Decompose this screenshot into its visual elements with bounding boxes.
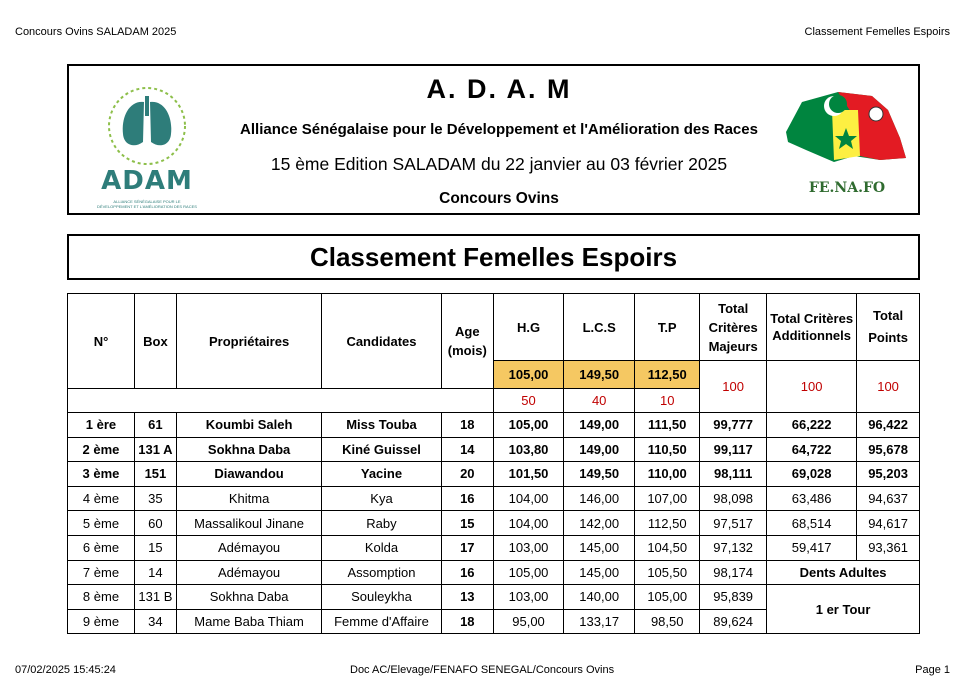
reference-hg: 105,00 — [493, 361, 563, 389]
table-row — [68, 585, 920, 610]
cell-total-majeurs: 99,777 — [700, 413, 767, 438]
cell-hg: 104,00 — [493, 511, 563, 536]
cell-hg: 105,00 — [493, 413, 563, 438]
adam-logo-tagline: ALLIANCE SÉNÉGALAISE POUR LE DÉVELOPPEMENT ET L'AMÉLIORATION DES RACES — [97, 199, 197, 209]
cell-total-points: 93,361 — [857, 535, 920, 560]
cell-lcs: 133,17 — [564, 609, 635, 634]
cell-total-majeurs: 98,174 — [700, 560, 767, 585]
table-row — [68, 511, 920, 536]
banner — [67, 64, 920, 215]
weight-lcs: 40 — [564, 389, 635, 413]
cell-box: 131 A — [134, 437, 176, 462]
cell-hg: 101,50 — [493, 462, 563, 487]
cell-rank: 7 ème — [68, 560, 135, 585]
cell-candidate: Assomption — [322, 560, 441, 585]
cell-total-points: 95,678 — [857, 437, 920, 462]
cell-lcs: 142,00 — [564, 511, 635, 536]
cell-age: 17 — [441, 535, 493, 560]
reference-total-majeurs: 100 — [700, 361, 767, 413]
cell-lcs: 146,00 — [564, 486, 635, 511]
cell-rank: 5 ème — [68, 511, 135, 536]
cell-box: 61 — [134, 413, 176, 438]
banner-edition: 15 ème Edition SALADAM du 22 janvier au 03 février 2025 — [270, 154, 728, 174]
cell-box: 15 — [134, 535, 176, 560]
cell-rank: 3 ème — [68, 462, 135, 487]
table-row — [68, 462, 920, 487]
cell-tp: 110,00 — [635, 462, 700, 487]
cell-lcs: 149,00 — [564, 437, 635, 462]
cell-candidate: Raby — [322, 511, 441, 536]
weight-hg: 50 — [493, 389, 563, 413]
cell-rank: 2 ème — [68, 437, 135, 462]
cell-tp: 105,00 — [635, 585, 700, 610]
cell-candidate: Kolda — [322, 535, 441, 560]
cell-age: 18 — [441, 413, 493, 438]
cell-age: 20 — [441, 462, 493, 487]
cell-owner: Sokhna Daba — [176, 585, 321, 610]
cell-box: 14 — [134, 560, 176, 585]
cell-hg: 103,00 — [493, 535, 563, 560]
cell-owner: Koumbi Saleh — [176, 413, 321, 438]
cell-candidate: Souleykha — [322, 585, 441, 610]
cell-hg: 95,00 — [493, 609, 563, 634]
cell-owner: Sokhna Daba — [176, 437, 321, 462]
cell-lcs: 145,00 — [564, 560, 635, 585]
cell-box: 131 B — [134, 585, 176, 610]
cell-total-majeurs: 89,624 — [700, 609, 767, 634]
cell-total-majeurs: 97,132 — [700, 535, 767, 560]
note-dents-adultes: Dents Adultes — [767, 560, 920, 585]
cell-hg: 103,00 — [493, 585, 563, 610]
header-num: N° — [68, 294, 135, 389]
cell-total-additionnels: 59,417 — [767, 535, 857, 560]
header-age: Age (mois) — [441, 294, 493, 389]
cell-lcs: 149,00 — [564, 413, 635, 438]
cell-total-additionnels: 68,514 — [767, 511, 857, 536]
cell-total-majeurs: 95,839 — [700, 585, 767, 610]
banner-title: A. D. A. M — [426, 74, 572, 104]
cell-rank: 4 ème — [68, 486, 135, 511]
cell-tp: 110,50 — [635, 437, 700, 462]
cell-candidate: Kya — [322, 486, 441, 511]
cell-total-majeurs: 97,517 — [700, 511, 767, 536]
cell-owner: Diawandou — [176, 462, 321, 487]
page-header-right: Classement Femelles Espoirs — [804, 26, 950, 38]
page-footer-center: Doc AC/Elevage/FENAFO SENEGAL/Concours Ovins — [350, 664, 615, 676]
cell-age: 13 — [441, 585, 493, 610]
cell-owner: Adémayou — [176, 535, 321, 560]
cell-total-additionnels: 63,486 — [767, 486, 857, 511]
page-header-left: Concours Ovins SALADAM 2025 — [15, 26, 177, 38]
senegal-map-icon — [776, 80, 918, 180]
cell-hg: 104,00 — [493, 486, 563, 511]
table-row — [68, 486, 920, 511]
reference-lcs: 149,50 — [564, 361, 635, 389]
header-total-majeurs: Total Critères Majeurs — [700, 294, 767, 361]
table-row — [68, 413, 920, 438]
cell-owner: Massalikoul Jinane — [176, 511, 321, 536]
fenafo-logo — [776, 80, 918, 200]
page-footer-left: 07/02/2025 15:45:24 — [15, 664, 116, 676]
cell-box: 151 — [134, 462, 176, 487]
header-hg: H.G — [493, 294, 563, 361]
banner-subtitle: Alliance Sénégalaise pour le Développement et l'Amélioration des Races — [240, 121, 758, 138]
page-footer-right: Page 1 — [915, 664, 950, 676]
table-row — [68, 535, 920, 560]
adam-logo-word: ADAM — [101, 166, 193, 196]
cell-candidate: Yacine — [322, 462, 441, 487]
cell-tp: 111,50 — [635, 413, 700, 438]
cell-total-additionnels: 69,028 — [767, 462, 857, 487]
cell-age: 18 — [441, 609, 493, 634]
cell-lcs: 145,00 — [564, 535, 635, 560]
reference-total-additionnels: 100 — [767, 361, 857, 413]
header-total-points: Total Points — [857, 294, 920, 361]
cell-rank: 9 ème — [68, 609, 135, 634]
cell-candidate: Miss Touba — [322, 413, 441, 438]
cell-total-majeurs: 98,111 — [700, 462, 767, 487]
note-premier-tour: 1 er Tour — [767, 585, 920, 634]
cell-rank: 8 ème — [68, 585, 135, 610]
cell-total-majeurs: 98,098 — [700, 486, 767, 511]
cell-box: 60 — [134, 511, 176, 536]
cell-tp: 104,50 — [635, 535, 700, 560]
weight-tp: 10 — [635, 389, 700, 413]
cell-age: 14 — [441, 437, 493, 462]
header-tp: T.P — [635, 294, 700, 361]
cell-age: 16 — [441, 560, 493, 585]
table-row — [68, 560, 920, 585]
cell-tp: 98,50 — [635, 609, 700, 634]
header-candidates: Candidates — [322, 294, 441, 389]
cell-lcs: 140,00 — [564, 585, 635, 610]
header-total-additionnels: Total Critères Additionnels — [767, 294, 857, 361]
cell-total-additionnels: 66,222 — [767, 413, 857, 438]
cell-hg: 103,80 — [493, 437, 563, 462]
cell-total-majeurs: 99,117 — [700, 437, 767, 462]
header-owners: Propriétaires — [176, 294, 321, 389]
cell-owner: Khitma — [176, 486, 321, 511]
header-box: Box — [134, 294, 176, 389]
cell-lcs: 149,50 — [564, 462, 635, 487]
cell-age: 16 — [441, 486, 493, 511]
cell-total-points: 95,203 — [857, 462, 920, 487]
cell-owner: Adémayou — [176, 560, 321, 585]
cell-hg: 105,00 — [493, 560, 563, 585]
cell-candidate: Kiné Guissel — [322, 437, 441, 462]
cell-box: 34 — [134, 609, 176, 634]
cell-rank: 1 ère — [68, 413, 135, 438]
cell-total-points: 96,422 — [857, 413, 920, 438]
cell-tp: 105,50 — [635, 560, 700, 585]
cell-total-points: 94,617 — [857, 511, 920, 536]
table-row — [68, 437, 920, 462]
cell-owner: Mame Baba Thiam — [176, 609, 321, 634]
cell-tp: 107,00 — [635, 486, 700, 511]
adam-logo — [97, 82, 197, 209]
cell-box: 35 — [134, 486, 176, 511]
cell-total-points: 94,637 — [857, 486, 920, 511]
cell-total-additionnels: 64,722 — [767, 437, 857, 462]
reference-total-points: 100 — [857, 361, 920, 413]
classement-title: Classement Femelles Espoirs — [67, 234, 920, 280]
lungs-dna-icon — [97, 82, 197, 166]
banner-contest: Concours Ovins — [439, 190, 559, 207]
results-table — [67, 293, 920, 634]
cell-candidate: Femme d'Affaire — [322, 609, 441, 634]
cell-tp: 112,50 — [635, 511, 700, 536]
fenafo-logo-word: FE.NA.FO — [808, 180, 886, 196]
cell-rank: 6 ème — [68, 535, 135, 560]
header-lcs: L.C.S — [564, 294, 635, 361]
reference-tp: 112,50 — [635, 361, 700, 389]
cell-age: 15 — [441, 511, 493, 536]
